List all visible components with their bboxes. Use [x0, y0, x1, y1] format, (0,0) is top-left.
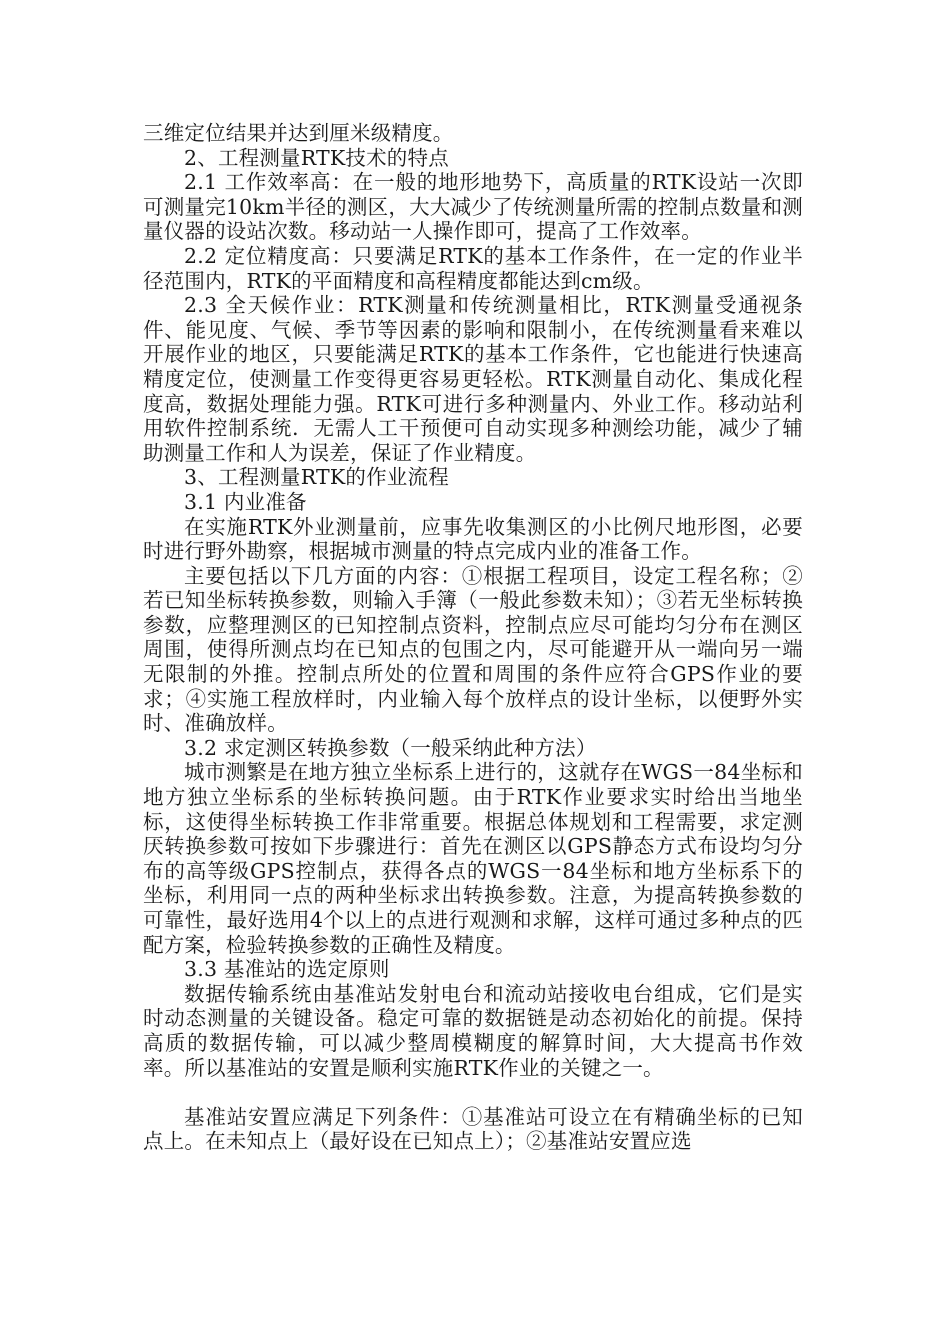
paragraph-1: 三维定位结果并达到厘米级精度。	[143, 121, 454, 145]
section-heading-3: 3、工程测量RTK的作业流程	[184, 465, 449, 490]
paragraph-3-2: 城市测繁是在地方独立坐标系上进行的，这就存在WGS一84坐标和地方独立坐标系的坐标转换问题。由于RTK作业要求实时给出当地坐标，这使得坐标转换工作非常重要。根据总体规划和工程需要，求定测厌转换参数可按如下步骤进行：首先在测区以GPS静态方式布设均匀分布的高等级GPS控制点，获得各点的WGS一84坐标和地方坐标系下的坐标，利用同一点的两种坐标求出转换参数。注意，为提高转换参数的可靠性，最好选用4个以上的点进行观测和求解，这样可通过多种点的匹配方案，检验转换参数的正确性及精度。	[143, 760, 803, 957]
paragraph-3-1-b: 主要包括以下几方面的内容：①根据工程项目，设定工程名称；②若已知坐标转换参数，则输入手簿（一般此参数未知）；③若无坐标转换参数，应整理测区的已知控制点资料，控制点应尽可能均匀分布在测区周围，使得所测点均在已知点的包围之内，尽可能避开从一端向另一端无限制的外推。控制点所处的位置和周围的条件应符合GPS作业的要求；④实施工程放样时，内业输入每个放样点的设计坐标，以便野外实时、准确放样。	[143, 563, 803, 736]
paragraph-2-2: 2.2 定位精度高：只要满足RTK的基本工作条件，在一定的作业半径范围内，RTK的平面精度和高程精度都能达到cm级。	[143, 243, 803, 293]
subheading-3-2: 3.2 求定测区转换参数（一般采纳此种方法）	[184, 735, 597, 760]
paragraph-2-3: 2.3 全天候作业：RTK测量和传统测量相比，RTK测量受通视条件、能见度、气候、季节等因素的影响和限制小，在传统测量看来难以开展作业的地区，只要能满足RTK的基本工作条件，它也能进行快速高精度定位，使测量工作变得更容易更轻松。RTK测量自动化、集成化程度高，数据处理能力强。RTK可进行多种测量内、外业工作。移动站利用软件控制系统．无需人工干预便可自动实现多种测绘功能，减少了辅助测量工作和人为误差，保证了作业精度。	[143, 293, 803, 465]
paragraph-3-3-a: 数据传输系统由基准站发射电台和流动站接收电台组成，它们是实时动态测量的关键设备。稳定可靠的数据链是动态初始化的前提。保持高质的数据传输，可以减少整周模糊度的解算时间，大大提高书作效率。所以基准站的安置是顺利实施RTK作业的关键之一。	[143, 981, 803, 1080]
document-body	[143, 121, 803, 1154]
paragraph-3-3-b: 基准站安置应满足下列条件：①基准站可设立在有精确坐标的已知点上。在未知点上（最好设在已知点上）；②基准站安置应选	[143, 1104, 803, 1154]
subheading-3-1: 3.1 内业准备	[184, 489, 307, 514]
section-heading-2: 2、工程测量RTK技术的特点	[184, 145, 449, 170]
blank-line	[143, 1080, 803, 1105]
subheading-3-3: 3.3 基准站的选定原则	[184, 957, 390, 982]
paragraph-3-1-a: 在实施RTK外业测量前，应事先收集测区的小比例尺地形图，必要时进行野外勘察，根据城市测量的特点完成内业的准备工作。	[143, 514, 803, 564]
paragraph-2-1: 2.1 工作效率高：在一般的地形地势下，高质量的RTK设站一次即可测量完10km半径的测区，大大减少了传统测量所需的控制点数量和测量仪器的设站次数。移动站一人操作即可，提高了工作效率。	[143, 170, 803, 244]
